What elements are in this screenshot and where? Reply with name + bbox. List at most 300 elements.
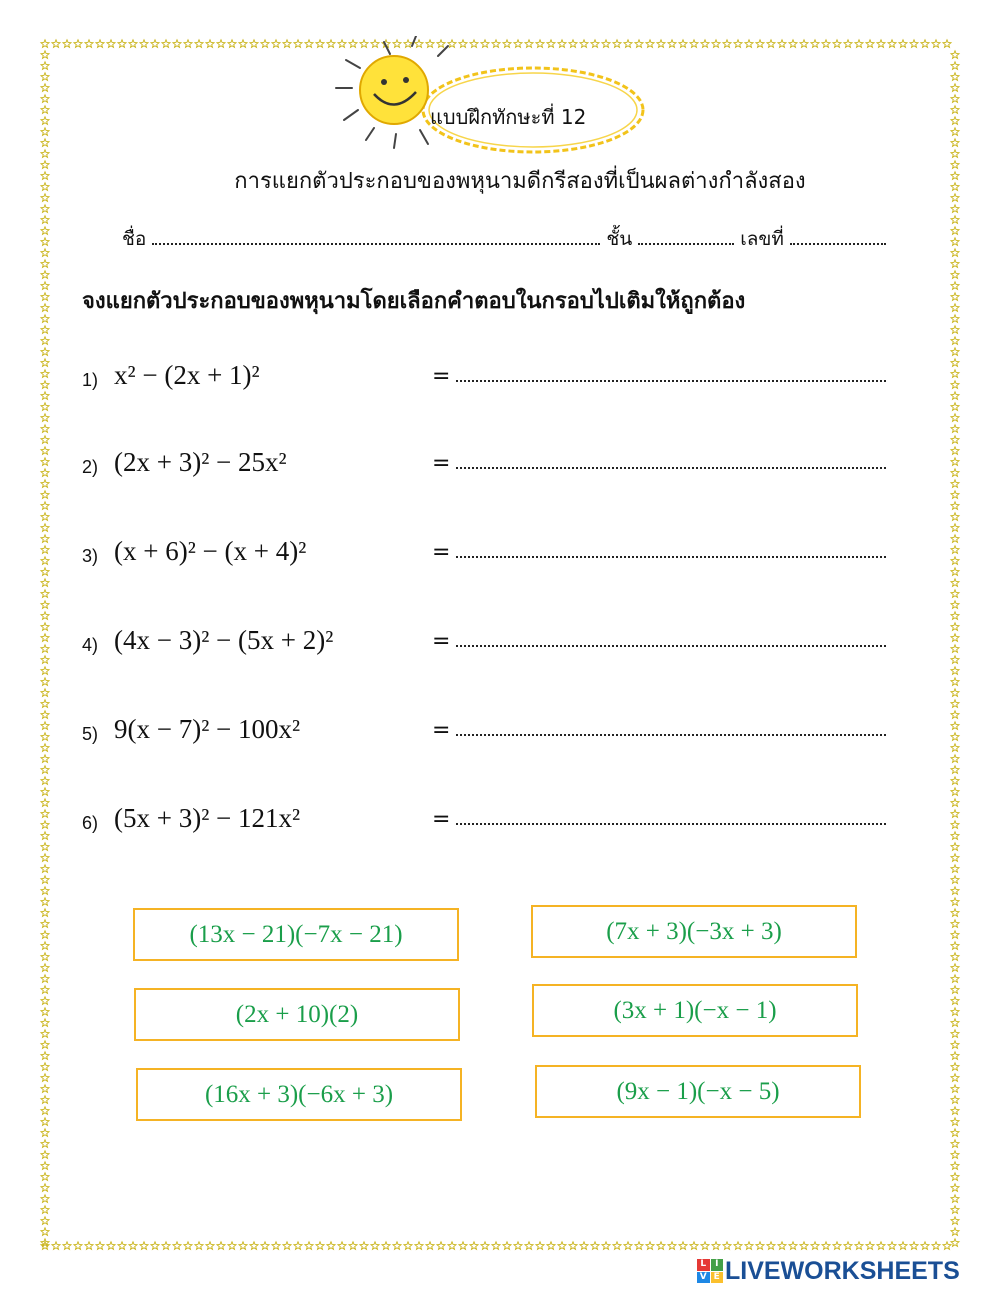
star-icon: [140, 40, 148, 48]
star-icon: [951, 1030, 959, 1038]
star-icon: [41, 436, 49, 444]
star-icon: [951, 1206, 959, 1214]
star-icon: [951, 997, 959, 1005]
star-icon: [316, 40, 324, 48]
star-icon: [951, 887, 959, 895]
star-icon: [951, 1162, 959, 1170]
star-icon: [492, 1242, 500, 1250]
star-icon: [932, 1242, 940, 1250]
star-icon: [800, 40, 808, 48]
star-icon: [41, 700, 49, 708]
star-icon: [833, 1242, 841, 1250]
star-icon: [41, 227, 49, 235]
star-icon: [951, 260, 959, 268]
star-icon: [951, 678, 959, 686]
star-icon: [85, 1242, 93, 1250]
worksheet-subtitle: การแยกตัวประกอบของพหุนามดีกรีสองที่เป็นผลต่างกำลังสอง: [234, 169, 806, 194]
star-icon: [951, 766, 959, 774]
star-icon: [41, 975, 49, 983]
star-icon: [899, 1242, 907, 1250]
star-icon: [41, 953, 49, 961]
star-icon: [96, 1242, 104, 1250]
star-icon: [951, 73, 959, 81]
star-icon: [624, 1242, 632, 1250]
star-icon: [951, 84, 959, 92]
star-icon: [951, 843, 959, 851]
star-icon: [855, 40, 863, 48]
star-icon: [951, 1140, 959, 1148]
question-number: 6): [82, 813, 99, 833]
star-icon: [41, 920, 49, 928]
question-number: 1): [82, 370, 99, 390]
equals-sign: =: [432, 364, 451, 389]
star-icon: [951, 854, 959, 862]
star-icon: [951, 139, 959, 147]
star-icon: [41, 117, 49, 125]
star-icon: [437, 1242, 445, 1250]
star-icon: [951, 1118, 959, 1126]
star-icon: [951, 1107, 959, 1115]
star-icon: [41, 326, 49, 334]
star-icon: [951, 304, 959, 312]
star-icon: [41, 458, 49, 466]
star-icon: [327, 1242, 335, 1250]
star-icon: [951, 601, 959, 609]
star-icon: [41, 480, 49, 488]
star-icon: [767, 1242, 775, 1250]
star-icon: [679, 40, 687, 48]
star-icon: [41, 832, 49, 840]
star-icon: [951, 711, 959, 719]
star-icon: [393, 1242, 401, 1250]
star-icon: [514, 1242, 522, 1250]
star-icon: [41, 777, 49, 785]
liveworksheets-brand[interactable]: [697, 1256, 960, 1286]
star-icon: [951, 1217, 959, 1225]
star-icon: [41, 469, 49, 477]
star-icon: [41, 304, 49, 312]
star-icon: [41, 95, 49, 103]
answer-choice[interactable]: (3x + 1)(−x − 1): [532, 984, 858, 1037]
star-icon: [41, 744, 49, 752]
star-icon: [52, 1242, 60, 1250]
star-icon: [118, 40, 126, 48]
equals-sign: =: [432, 540, 451, 565]
star-icon: [217, 40, 225, 48]
star-icon: [448, 1242, 456, 1250]
star-icon: [943, 1242, 951, 1250]
star-icon: [712, 1242, 720, 1250]
star-icon: [41, 755, 49, 763]
star-icon: [41, 876, 49, 884]
star-icon: [41, 1041, 49, 1049]
star-icon: [41, 1195, 49, 1203]
star-icon: [41, 1074, 49, 1082]
star-icon: [41, 1217, 49, 1225]
star-icon: [951, 865, 959, 873]
star-icon: [657, 40, 665, 48]
star-icon: [951, 513, 959, 521]
brand-name: LIVEWORKSHEETS: [725, 1256, 960, 1285]
star-icon: [459, 1242, 467, 1250]
star-icon: [951, 524, 959, 532]
star-icon: [951, 447, 959, 455]
star-icon: [602, 1242, 610, 1250]
star-icon: [41, 1151, 49, 1159]
answer-blank[interactable]: [456, 467, 886, 469]
star-icon: [228, 40, 236, 48]
star-icon: [951, 436, 959, 444]
answer-blank[interactable]: [456, 823, 886, 825]
star-icon: [951, 1195, 959, 1203]
star-icon: [41, 414, 49, 422]
star-icon: [41, 216, 49, 224]
answer-choice[interactable]: (13x − 21)(−7x − 21): [133, 908, 459, 961]
star-icon: [877, 40, 885, 48]
star-icon: [283, 1242, 291, 1250]
star-icon: [228, 1242, 236, 1250]
star-icon: [41, 271, 49, 279]
star-icon: [250, 1242, 258, 1250]
answer-blank[interactable]: [456, 380, 886, 382]
star-icon: [41, 403, 49, 411]
star-icon: [41, 238, 49, 246]
star-icon: [951, 986, 959, 994]
star-icon: [833, 40, 841, 48]
star-icon: [951, 381, 959, 389]
star-icon: [140, 1242, 148, 1250]
star-icon: [41, 1096, 49, 1104]
answer-choice[interactable]: (2x + 10)(2): [134, 988, 460, 1041]
star-icon: [951, 414, 959, 422]
star-icon: [951, 689, 959, 697]
star-icon: [481, 1242, 489, 1250]
star-icon: [877, 1242, 885, 1250]
question-expression: x² − (2x + 1)²: [114, 360, 260, 390]
star-icon: [283, 40, 291, 48]
star-icon: [41, 1107, 49, 1115]
star-icon: [415, 1242, 423, 1250]
star-icon: [41, 1030, 49, 1038]
star-icon: [951, 425, 959, 433]
star-icon: [951, 392, 959, 400]
star-icon: [305, 40, 313, 48]
star-icon: [74, 40, 82, 48]
question-number: 4): [82, 635, 99, 655]
star-icon: [951, 205, 959, 213]
star-icon: [951, 623, 959, 631]
star-icon: [195, 1242, 203, 1250]
star-icon: [951, 502, 959, 510]
star-icon: [951, 1096, 959, 1104]
star-icon: [349, 1242, 357, 1250]
star-icon: [41, 623, 49, 631]
star-icon: [41, 1052, 49, 1060]
star-icon: [162, 1242, 170, 1250]
question-expression: (5x + 3)² − 121x²: [114, 803, 301, 833]
star-icon: [951, 1184, 959, 1192]
star-icon: [822, 1242, 830, 1250]
star-icon: [734, 40, 742, 48]
star-icon: [855, 1242, 863, 1250]
star-icon: [41, 51, 49, 59]
question-expression: (4x − 3)² − (5x + 2)²: [114, 625, 334, 655]
star-icon: [41, 557, 49, 565]
star-icon: [41, 590, 49, 598]
star-icon: [239, 40, 247, 48]
star-icon: [951, 788, 959, 796]
star-icon: [679, 1242, 687, 1250]
star-icon: [316, 1242, 324, 1250]
star-icon: [951, 876, 959, 884]
star-icon: [41, 601, 49, 609]
question-number: 5): [82, 724, 99, 744]
question-expression: 9(x − 7)² − 100x²: [114, 714, 301, 744]
star-icon: [173, 1242, 181, 1250]
star-icon: [503, 1242, 511, 1250]
class-label: ชั้น: [606, 228, 633, 250]
star-icon: [41, 260, 49, 268]
star-icon: [41, 513, 49, 521]
star-icon: [41, 370, 49, 378]
star-icon: [951, 469, 959, 477]
star-icon: [951, 1151, 959, 1159]
instruction-text: จงแยกตัวประกอบของพหุนามโดยเลือกคำตอบในกรอบไปเติมให้ถูกต้อง: [82, 289, 746, 314]
star-icon: [951, 568, 959, 576]
star-icon: [173, 40, 181, 48]
star-icon: [951, 271, 959, 279]
star-icon: [41, 1228, 49, 1236]
star-icon: [951, 612, 959, 620]
question-expression: (2x + 3)² − 25x²: [114, 447, 287, 477]
star-icon: [690, 40, 698, 48]
star-icon: [41, 678, 49, 686]
star-icon: [371, 1242, 379, 1250]
star-icon: [951, 1085, 959, 1093]
star-icon: [951, 1063, 959, 1071]
star-icon: [951, 832, 959, 840]
star-icon: [118, 1242, 126, 1250]
star-icon: [217, 1242, 225, 1250]
star-icon: [951, 480, 959, 488]
star-icon: [41, 986, 49, 994]
star-icon: [41, 634, 49, 642]
equals-sign: =: [432, 807, 451, 832]
star-icon: [951, 645, 959, 653]
question-number: 3): [82, 546, 99, 566]
star-icon: [41, 40, 49, 48]
answer-choice[interactable]: (7x + 3)(−3x + 3): [531, 905, 857, 958]
star-icon: [96, 40, 104, 48]
star-icon: [951, 106, 959, 114]
star-icon: [41, 1063, 49, 1071]
star-icon: [921, 1242, 929, 1250]
star-icon: [107, 1242, 115, 1250]
star-icon: [951, 535, 959, 543]
star-icon: [41, 1019, 49, 1027]
star-icon: [951, 1228, 959, 1236]
star-icon: [41, 1206, 49, 1214]
star-icon: [951, 744, 959, 752]
star-icon: [951, 909, 959, 917]
star-icon: [41, 711, 49, 719]
star-icon: [932, 40, 940, 48]
class-field[interactable]: [638, 229, 734, 245]
star-icon: [41, 293, 49, 301]
star-icon: [41, 524, 49, 532]
star-icon: [951, 150, 959, 158]
star-icon: [951, 777, 959, 785]
star-icon: [951, 821, 959, 829]
star-icon: [951, 117, 959, 125]
star-icon: [951, 293, 959, 301]
star-icon: [668, 40, 676, 48]
question-expression: (x + 6)² − (x + 4)²: [114, 536, 307, 566]
star-icon: [951, 282, 959, 290]
star-icon: [382, 1242, 390, 1250]
star-icon: [305, 1242, 313, 1250]
star-icon: [41, 645, 49, 653]
star-icon: [41, 1008, 49, 1016]
answer-blank[interactable]: [456, 734, 886, 736]
star-icon: [951, 898, 959, 906]
star-icon: [261, 40, 269, 48]
answer-choice[interactable]: (9x − 1)(−x − 5): [535, 1065, 861, 1118]
star-icon: [41, 821, 49, 829]
star-icon: [921, 40, 929, 48]
star-icon: [41, 205, 49, 213]
star-icon: [899, 40, 907, 48]
star-icon: [41, 106, 49, 114]
star-icon: [951, 590, 959, 598]
star-icon: [404, 1242, 412, 1250]
star-icon: [41, 766, 49, 774]
star-icon: [41, 854, 49, 862]
star-icon: [338, 1242, 346, 1250]
star-icon: [778, 40, 786, 48]
answer-blank[interactable]: [456, 556, 886, 558]
star-icon: [41, 1184, 49, 1192]
star-icon: [272, 40, 280, 48]
star-icon: [712, 40, 720, 48]
star-icon: [778, 1242, 786, 1250]
equals-sign: =: [432, 451, 451, 476]
star-icon: [41, 810, 49, 818]
star-icon: [951, 920, 959, 928]
star-icon: [910, 40, 918, 48]
star-icon: [250, 40, 258, 48]
star-icon: [635, 1242, 643, 1250]
star-icon: [910, 1242, 918, 1250]
star-icon: [41, 612, 49, 620]
star-icon: [41, 1173, 49, 1181]
star-icon: [41, 997, 49, 1005]
star-icon: [129, 40, 137, 48]
star-icon: [206, 1242, 214, 1250]
star-icon: [951, 964, 959, 972]
star-icon: [657, 1242, 665, 1250]
name-field[interactable]: [152, 229, 600, 245]
star-icon: [63, 40, 71, 48]
star-icon: [41, 1118, 49, 1126]
star-icon: [668, 1242, 676, 1250]
star-icon: [426, 1242, 434, 1250]
star-icon: [866, 40, 874, 48]
answer-blank[interactable]: [456, 645, 886, 647]
star-icon: [734, 1242, 742, 1250]
star-icon: [41, 84, 49, 92]
star-icon: [63, 1242, 71, 1250]
star-icon: [951, 491, 959, 499]
star-icon: [951, 128, 959, 136]
star-icon: [951, 1074, 959, 1082]
answer-choice[interactable]: (16x + 3)(−6x + 3): [136, 1068, 462, 1121]
star-icon: [41, 722, 49, 730]
number-field[interactable]: [790, 229, 886, 245]
star-icon: [951, 337, 959, 345]
star-icon: [951, 326, 959, 334]
star-icon: [811, 1242, 819, 1250]
star-icon: [951, 700, 959, 708]
star-icon: [951, 634, 959, 642]
star-icon: [52, 40, 60, 48]
worksheet-title: แบบฝึกทักษะที่ 12: [430, 105, 587, 129]
star-icon: [41, 315, 49, 323]
star-icon: [951, 667, 959, 675]
star-icon: [789, 40, 797, 48]
star-icon: [866, 1242, 874, 1250]
star-icon: [951, 458, 959, 466]
star-icon: [951, 546, 959, 554]
star-icon: [951, 722, 959, 730]
star-icon: [951, 1041, 959, 1049]
star-icon: [844, 40, 852, 48]
star-icon: [951, 942, 959, 950]
star-icon: [41, 799, 49, 807]
star-icon: [41, 568, 49, 576]
star-icon: [41, 1085, 49, 1093]
star-icon: [74, 1242, 82, 1250]
star-icon: [41, 931, 49, 939]
star-icon: [184, 1242, 192, 1250]
star-icon: [951, 931, 959, 939]
star-icon: [85, 40, 93, 48]
star-icon: [951, 359, 959, 367]
star-icon: [951, 370, 959, 378]
star-icon: [756, 40, 764, 48]
star-icon: [951, 656, 959, 664]
star-icon: [951, 799, 959, 807]
star-icon: [261, 1242, 269, 1250]
star-icon: [41, 425, 49, 433]
question-number: 2): [82, 457, 99, 477]
star-icon: [613, 1242, 621, 1250]
star-icon: [206, 40, 214, 48]
star-icon: [41, 150, 49, 158]
star-icon: [789, 1242, 797, 1250]
star-icon: [844, 1242, 852, 1250]
star-icon: [272, 1242, 280, 1250]
star-icon: [723, 40, 731, 48]
star-icon: [41, 535, 49, 543]
star-icon: [41, 392, 49, 400]
star-icon: [536, 1242, 544, 1250]
star-icon: [41, 865, 49, 873]
star-icon: [756, 1242, 764, 1250]
star-icon: [951, 95, 959, 103]
star-icon: [951, 733, 959, 741]
star-icon: [701, 1242, 709, 1250]
